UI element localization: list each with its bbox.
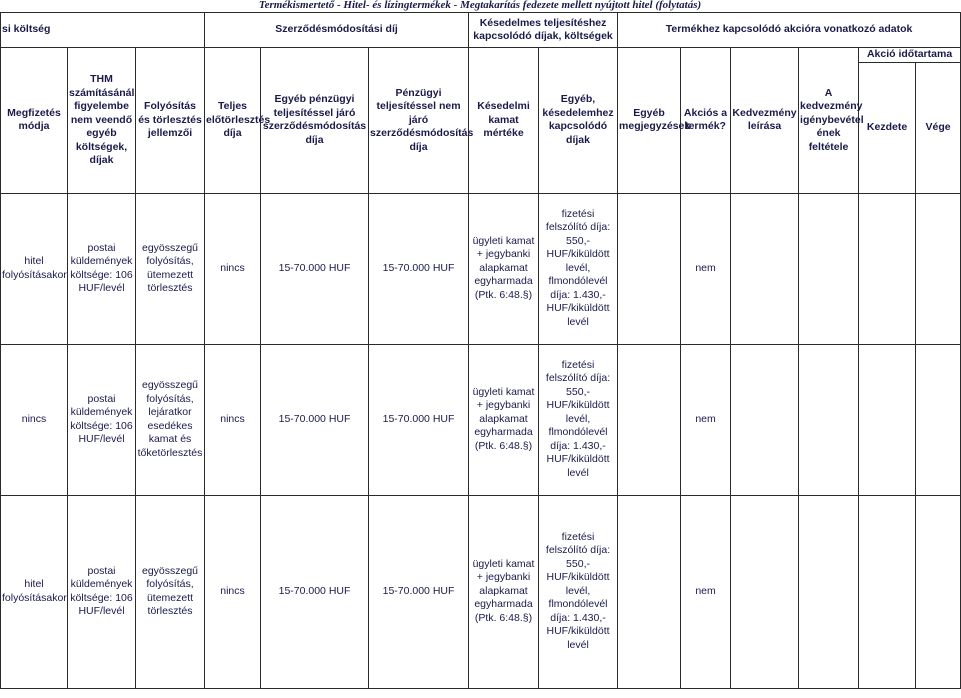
cell-disbursement: egyösszegű folyósítás, ütemezett törlesztés bbox=[136, 193, 205, 344]
cell-thm-costs: postai küldemények költsége: 106 HUF/levél bbox=[68, 495, 136, 688]
column-header: Pénzügyi teljesítéssel nem járó szerződésmódosítás díja bbox=[369, 48, 469, 194]
cell-thm-costs: postai küldemények költsége: 106 HUF/levél bbox=[68, 193, 136, 344]
cell-mod-fee-nonfinancial: 15-70.000 HUF bbox=[369, 193, 469, 344]
cell-discount-cond bbox=[799, 344, 859, 495]
column-header: Megfizetés módja bbox=[1, 48, 68, 194]
cell-end bbox=[916, 495, 961, 688]
cell-other-notes bbox=[618, 344, 681, 495]
cell-end bbox=[916, 193, 961, 344]
column-header: Vége bbox=[916, 62, 961, 193]
cell-mod-fee-nonfinancial: 15-70.000 HUF bbox=[369, 344, 469, 495]
group-header-promo: Termékhez kapcsolódó akcióra vonatkozó adatok bbox=[618, 13, 961, 48]
cell-end bbox=[916, 344, 961, 495]
cell-discount-desc bbox=[731, 193, 799, 344]
cell-start bbox=[859, 193, 916, 344]
cell-is-promo: nem bbox=[681, 344, 731, 495]
column-header: Egyéb megjegyzések bbox=[618, 48, 681, 194]
column-header: Teljes előtörlesztés díja bbox=[205, 48, 261, 194]
cell-discount-desc bbox=[731, 344, 799, 495]
cell-payment: hitel folyósításakor bbox=[1, 495, 68, 688]
cell-prepayment-fee: nincs bbox=[205, 193, 261, 344]
group-header-late: Késedelmes teljesítéshez kapcsolódó díjak, költségek bbox=[469, 13, 618, 48]
table-row bbox=[1, 193, 961, 344]
product-table bbox=[0, 12, 961, 689]
column-header: Folyósítás és törlesztés jellemzői bbox=[136, 48, 205, 194]
cell-is-promo: nem bbox=[681, 193, 731, 344]
cell-prepayment-fee: nincs bbox=[205, 344, 261, 495]
cell-mod-fee-nonfinancial: 15-70.000 HUF bbox=[369, 495, 469, 688]
cell-mod-fee-financial: 15-70.000 HUF bbox=[261, 495, 369, 688]
cell-mod-fee-financial: 15-70.000 HUF bbox=[261, 344, 369, 495]
column-header: Egyéb pénzügyi teljesítéssel járó szerződésmódosítás díja bbox=[261, 48, 369, 194]
cell-discount-desc bbox=[731, 495, 799, 688]
cell-late-interest: ügyleti kamat + jegybanki alapkamat egyharmada (Ptk. 6:48.§) bbox=[469, 344, 539, 495]
cell-other-notes bbox=[618, 495, 681, 688]
cell-discount-cond bbox=[799, 495, 859, 688]
cell-payment: hitel folyósításakor bbox=[1, 193, 68, 344]
cell-discount-cond bbox=[799, 193, 859, 344]
cell-is-promo: nem bbox=[681, 495, 731, 688]
cell-late-interest: ügyleti kamat + jegybanki alapkamat egyharmada (Ptk. 6:48.§) bbox=[469, 495, 539, 688]
cell-late-interest: ügyleti kamat + jegybanki alapkamat egyharmada (Ptk. 6:48.§) bbox=[469, 193, 539, 344]
cell-late-fees: fizetési felszólító díja: 550,- HUF/kiküldött levél, flmondólevél díja: 1.430,- HUF/kiküldött levél bbox=[539, 495, 618, 688]
cell-start bbox=[859, 344, 916, 495]
cell-other-notes bbox=[618, 193, 681, 344]
cell-thm-costs: postai küldemények költsége: 106 HUF/levél bbox=[68, 344, 136, 495]
column-header: Egyéb, késedelemhez kapcsolódó díjak bbox=[539, 48, 618, 194]
cell-disbursement: egyösszegű folyósítás, lejáratkor esedékes kamat és tőketörlesztés bbox=[136, 344, 205, 495]
column-header: Akciós a termék? bbox=[681, 48, 731, 194]
document-title: Termékismertető - Hitel- és lízingtermékek - Megtakarítás fedezete mellett nyújtott hitel (folytatás) bbox=[258, 0, 702, 11]
cell-payment: nincs bbox=[1, 344, 68, 495]
column-header: THM számításánál figyelembe nem veendő egyéb költségek, díjak bbox=[68, 48, 136, 194]
sub-header-action-period: Akció időtartama bbox=[859, 48, 961, 63]
cell-start bbox=[859, 495, 916, 688]
cell-prepayment-fee: nincs bbox=[205, 495, 261, 688]
column-header: Kedvezmény leírása bbox=[731, 48, 799, 194]
cell-mod-fee-financial: 15-70.000 HUF bbox=[261, 193, 369, 344]
group-header-modification: Szerződésmódosítási díj bbox=[205, 13, 469, 48]
group-header-cost: si költség bbox=[1, 13, 205, 48]
cell-late-fees: fizetési felszólító díja: 550,- HUF/kiküldött levél, flmondólevél díja: 1.430,- HUF/kiküldött levél bbox=[539, 344, 618, 495]
table-row bbox=[1, 495, 961, 688]
column-header: A kedvezmény igénybevétel ének feltétele bbox=[799, 48, 859, 194]
column-header: Késedelmi kamat mértéke bbox=[469, 48, 539, 194]
column-header: Kezdete bbox=[859, 62, 916, 193]
cell-late-fees: fizetési felszólító díja: 550,- HUF/kiküldött levél, flmondólevél díja: 1.430,- HUF/kiküldött levél bbox=[539, 193, 618, 344]
table-row bbox=[1, 344, 961, 495]
cell-disbursement: egyösszegű folyósítás, ütemezett törlesztés bbox=[136, 495, 205, 688]
